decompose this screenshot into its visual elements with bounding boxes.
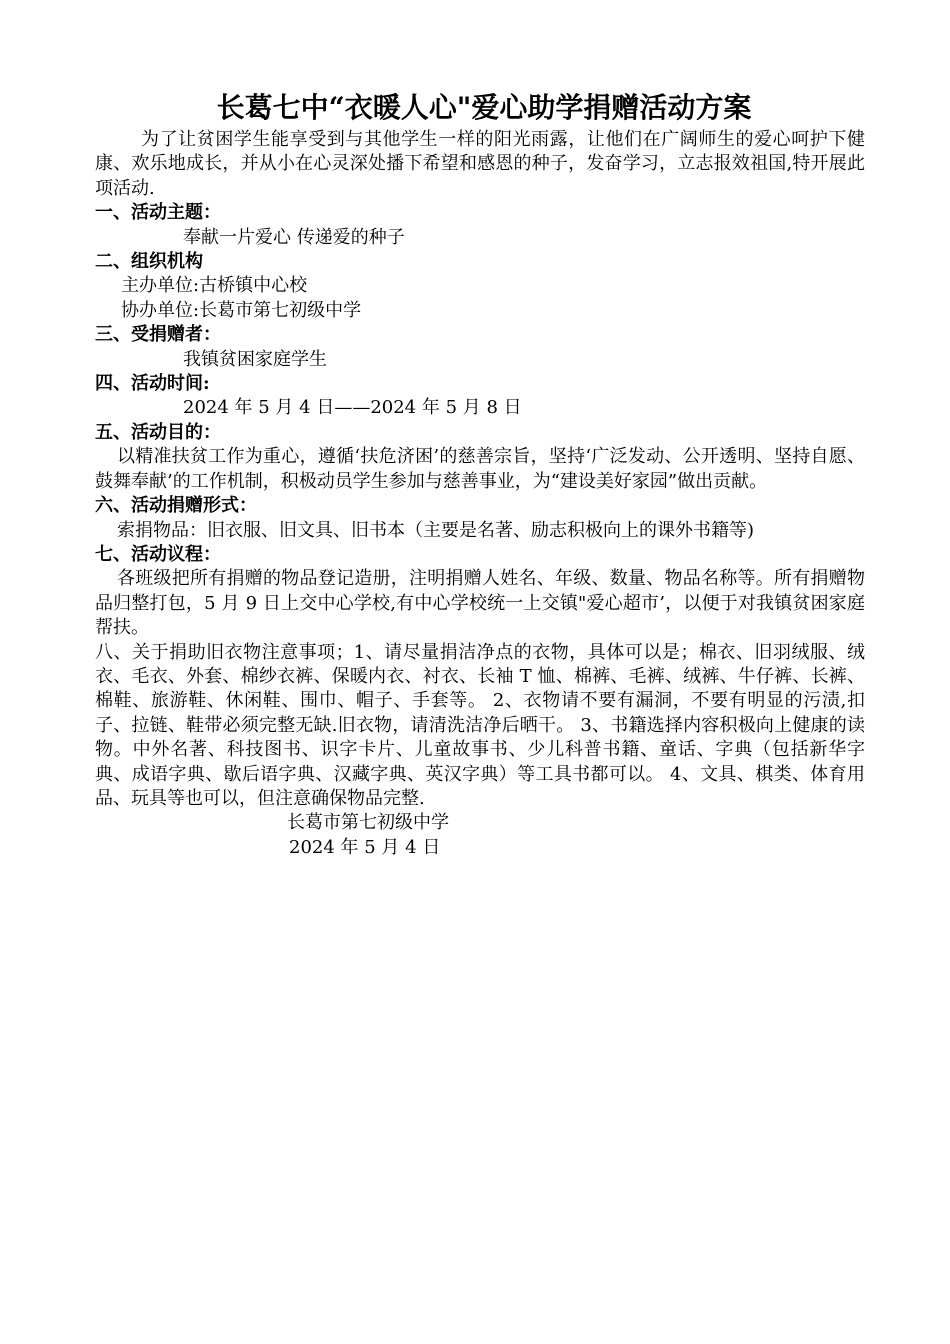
signature-org: 长葛市第七初级中学 [287, 812, 449, 834]
section-purpose-heading: 五、活动目的： [95, 421, 221, 443]
section-recipients-heading: 三、受捐赠者： [95, 324, 221, 346]
section-purpose-text: 以精准扶贫工作为重心，遵循‘扶危济困’的慈善宗旨，坚持‘广泛发动、公开透明、坚持自愿、鼓舞奉献’的工作机制，积极动员学生参加与慈善事业，为“建设美好家园”做出贡献。 [95, 446, 865, 492]
intro-paragraph: 为了让贫困学生能享受到与其他学生一样的阳光雨露，让他们在广阔师生的爱心呵护下健康、欢乐地成长，并从小在心灵深处播下希望和感恩的种子，发奋学习，立志报效祖国,特开展此项活动. [95, 129, 865, 199]
section-agenda-text: 各班级把所有捐赠的物品登记造册，注明捐赠人姓名、年级、数量、物品名称等。所有捐赠物品归整打包，5 月 9 日上交中心学校,有中心学校统一上交镇"爱心超市’，以便于对我镇贫困家庭帮扶。 [95, 568, 865, 639]
section-organization-heading: 二、组织机构 [95, 251, 203, 273]
section-theme-text: 奉献一片爱心 传递爱的种子 [183, 226, 405, 248]
organization-cohost: 协办单位:长葛市第七初级中学 [121, 299, 362, 321]
section-time-text: 2024 年 5 月 4 日——2024 年 5 月 8 日 [183, 397, 522, 419]
section-form-text: 索捐物品：旧衣服、旧文具、旧书本（主要是名著、励志积极向上的课外书籍等) [117, 519, 755, 541]
section-agenda-heading: 七、活动议程： [95, 543, 221, 565]
section-theme-heading: 一、活动主题： [95, 202, 221, 224]
section-form-heading: 六、活动捐赠形式： [95, 495, 257, 517]
section-notes-text: 八、关于捐助旧衣物注意事项；1、请尽量捐洁净点的衣物，具体可以是；棉衣、旧羽绒服、绒衣、毛衣、外套、棉纱衣裤、保暖内衣、衬衣、长袖 T 恤、棉裤、毛裤、绒裤、牛仔裤、长裤、棉鞋、旅游鞋、休闲鞋、围巾、帽子、手套等。 2、衣物请不要有漏洞，不要有明显的污渍,扣子、拉链、鞋带必须完整无缺.旧衣物，请清洗洁净后晒干。 3、书籍选择内容积极向上健康的读物。中外名著、科技图书、识字卡片、儿童故事书、少儿科普书籍、童话、字典（包括新华字典、成语字典、歇后语字典、汉藏字典、英汉字典）等工具书都可以。 4、文具、棋类、体育用品、玩具等也可以，但注意确保物品完整. [95, 641, 865, 809]
document-page [95, 88, 865, 860]
document-title: 长葛七中“衣暖人心"爱心助学捐赠活动方案 [216, 91, 752, 124]
section-time-heading: 四、活动时间: [95, 373, 210, 395]
signature-date: 2024 年 5 月 4 日 [289, 836, 441, 858]
organization-host: 主办单位:古桥镇中心校 [121, 275, 308, 297]
section-recipients-text: 我镇贫困家庭学生 [183, 348, 327, 370]
